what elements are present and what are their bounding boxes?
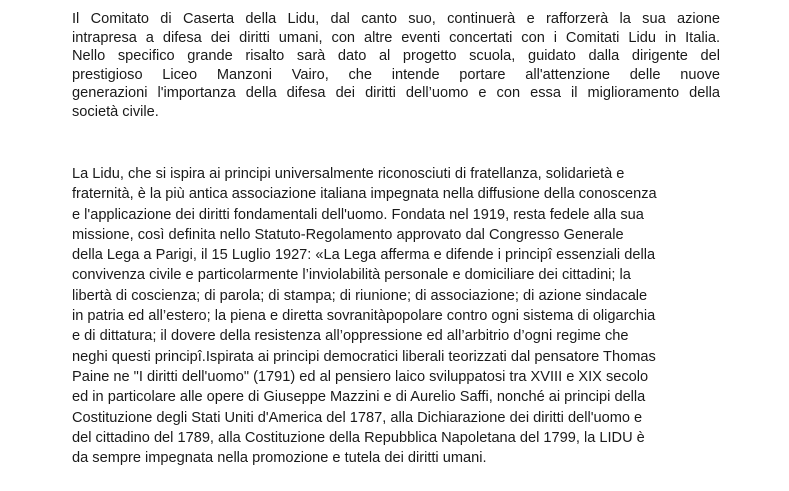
text-line: ed in particolare alle opere di Giuseppe Mazzini e di Aurelio Saffi, nonché ai principi della — [72, 389, 646, 406]
text-line: Il Comitato di Caserta della Lidu, dal canto suo, continuerà e rafforzerà la sua azione — [72, 11, 720, 27]
text-line: neghi questi principî.Ispirata ai principi democratici liberali teorizzati dal pensatore Thomas — [72, 348, 656, 365]
text-line: intrapresa a difesa dei diritti umani, con altre eventi concertati con i Comitati Lidu in Italia. — [72, 29, 720, 46]
text-line: convivenza civile e particolarmente l’inviolabilità personale e domiciliare dei cittadini; la — [72, 267, 631, 284]
paragraph-lidu-history — [72, 164, 720, 468]
text-line: in patria ed all’estero; la piena e diretta sovranitàpopolare contro ogni sistema di oligarchia — [72, 308, 656, 325]
text-line: Paine ne "I diritti dell'uomo" (1791) ed al pensiero laico sviluppatosi tra XVIII e XIX secolo — [72, 368, 649, 385]
text-line: missione, così definita nello Statuto-Regolamento approvato dal Congresso Generale — [72, 226, 624, 243]
text-line: prestigioso Liceo Manzoni Vairo, che intende portare all'attenzione delle nuove — [72, 66, 720, 83]
text-line: e di dittatura; il dovere della resistenza all’oppressione ed all’arbitrio d’ogni regime che — [72, 328, 629, 345]
text-line: La Lidu, che si ispira ai principi universalmente riconosciuti di fratellanza, solidarietà e — [72, 166, 625, 182]
paragraph-comitato-caserta — [72, 10, 720, 122]
text-line: Costituzione degli Stati Uniti d'America del 1787, alla Dichiarazione dei diritti dell'uomo e — [72, 409, 643, 426]
text-line: della Lega a Parigi, il 15 Luglio 1927: «La Lega afferma e difende i principî essenziali della — [72, 247, 656, 264]
text-line: generazioni l'importanza della difesa dei diritti dell’uomo e con essa il miglioramento della — [72, 85, 720, 102]
text-line: libertà di coscienza; di parola; di stampa; di riunione; di associazione; di azione sindacale — [72, 287, 648, 304]
text-line: Nello specifico grande risalto sarà dato al progetto scuola, guidato dalla dirigente del — [72, 48, 720, 65]
text-line: e l'applicazione dei diritti fondamentali dell'uomo. Fondata nel 1919, resta fedele alla sua — [72, 206, 644, 223]
text-line: del cittadino del 1789, alla Costituzione della Repubblica Napoletana del 1799, la LIDU è — [72, 429, 645, 446]
text-line: società civile. — [72, 103, 159, 120]
text-line: fraternità, è la più antica associazione italiana impegnata nella diffusione della conoscenza — [72, 186, 657, 203]
text-line: da sempre impegnata nella promozione e tutela dei diritti umani. — [72, 450, 487, 467]
